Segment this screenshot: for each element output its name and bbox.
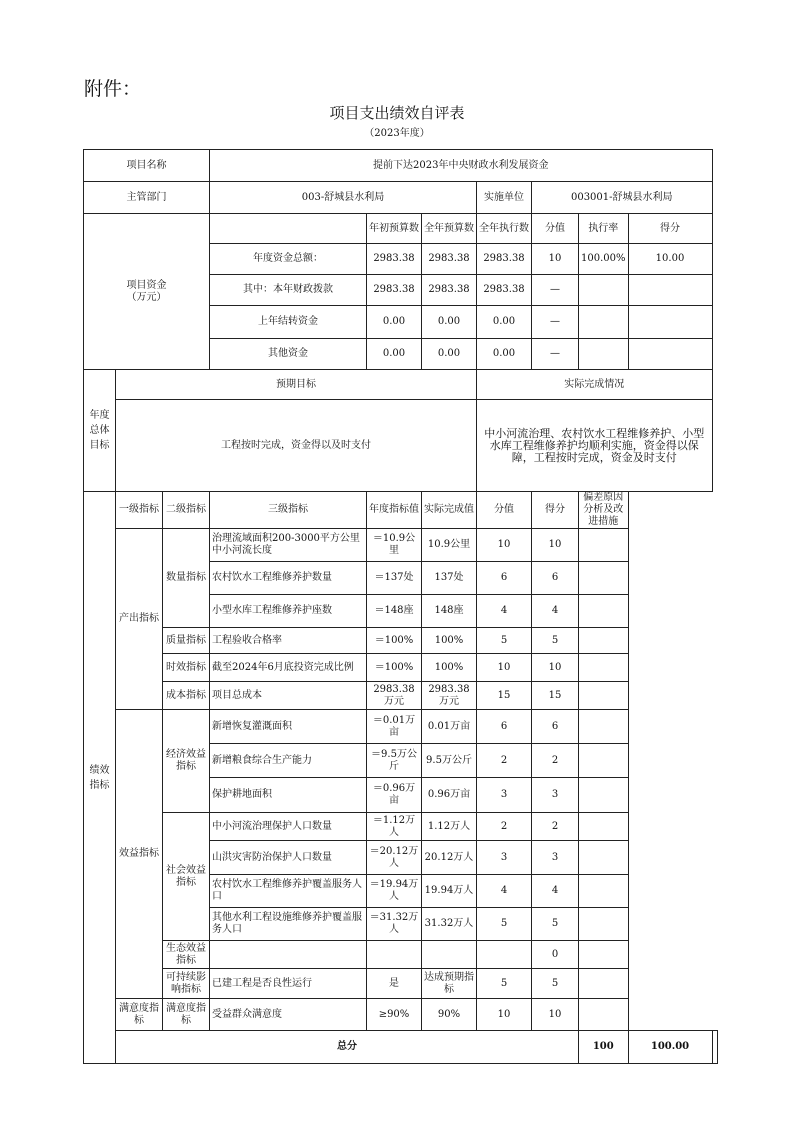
year-subtitle: （2023年度） bbox=[364, 128, 430, 139]
indicator-name: 已建工程是否良性运行 bbox=[210, 969, 367, 999]
indicator-name: 工程验收合格率 bbox=[210, 628, 367, 654]
indicator-name: 截至2024年6月底投资完成比例 bbox=[210, 654, 367, 682]
funds-row-rate bbox=[579, 339, 629, 370]
funds-row-name: 其他资金 bbox=[210, 339, 367, 370]
indicator-actual: 达成预期指标 bbox=[422, 969, 477, 999]
indicator-score: 2 bbox=[532, 813, 579, 841]
indicator-target: ≥90% bbox=[367, 999, 422, 1031]
indicator-name: 山洪灾害防治保护人口数量 bbox=[210, 841, 367, 875]
goals-expected: 工程按时完成，资金得以及时支付 bbox=[116, 400, 477, 492]
page-title: 项目支出绩效自评表 bbox=[329, 104, 465, 122]
funds-row-initial: 2983.38 bbox=[367, 244, 422, 275]
indicator-actual: 0.01万亩 bbox=[422, 710, 477, 744]
indicator-deviation bbox=[579, 813, 629, 841]
funds-label-line1: 项目资金 bbox=[126, 279, 167, 291]
funds-header-executed: 全年执行数 bbox=[477, 214, 532, 244]
funds-row-executed: 0.00 bbox=[477, 306, 532, 339]
funds-row-rate bbox=[579, 275, 629, 306]
funds-row-name: 其中：本年财政拨款 bbox=[210, 275, 367, 306]
indicator-target: ＝0.01万亩 bbox=[367, 710, 422, 744]
impl-value: 003001-舒城县水利局 bbox=[532, 182, 713, 214]
indicator-deviation bbox=[579, 654, 629, 682]
indicator-value: 5 bbox=[477, 908, 532, 941]
impl-label: 实施单位 bbox=[477, 182, 532, 214]
funds-row-rate bbox=[579, 306, 629, 339]
perf-header-level1: 一级指标 bbox=[116, 492, 163, 529]
funds-header-score: 得分 bbox=[628, 214, 712, 244]
funds-row-name: 上年结转资金 bbox=[210, 306, 367, 339]
indicator-target bbox=[367, 941, 422, 969]
total-score: 100.00 bbox=[628, 1031, 712, 1064]
indicator-score: 2 bbox=[532, 744, 579, 778]
level1-output: 产出指标 bbox=[116, 529, 163, 710]
indicator-score: 5 bbox=[532, 628, 579, 654]
level1-benefit: 效益指标 bbox=[116, 710, 163, 999]
goals-expected-header: 预期目标 bbox=[116, 370, 477, 400]
indicator-deviation bbox=[579, 744, 629, 778]
indicator-actual: 20.12万人 bbox=[422, 841, 477, 875]
indicator-value: 10 bbox=[477, 529, 532, 562]
indicator-score: 10 bbox=[532, 654, 579, 682]
funds-row-executed: 2983.38 bbox=[477, 275, 532, 306]
indicator-actual: 100% bbox=[422, 628, 477, 654]
indicator-target: ＝20.12万人 bbox=[367, 841, 422, 875]
project-name-value: 提前下达2023年中央财政水利发展资金 bbox=[210, 150, 713, 182]
perf-header-deviation: 偏差原因分析及改进措施 bbox=[579, 492, 629, 529]
level2-cost: 成本指标 bbox=[163, 682, 210, 710]
indicator-value: 10 bbox=[477, 654, 532, 682]
goals-actual: 中小河流治理、农村饮水工程维修养护、小型水库工程维修养护均顺利实施，资金得以保障，工程按时完成，资金及时支付 bbox=[477, 400, 713, 492]
funds-row-score-value: 10 bbox=[532, 244, 579, 275]
indicator-score: 3 bbox=[532, 841, 579, 875]
indicator-target: ＝100% bbox=[367, 654, 422, 682]
funds-header-initial: 年初预算数 bbox=[367, 214, 422, 244]
level2-satisfaction: 满意度指标 bbox=[163, 999, 210, 1031]
indicator-deviation bbox=[579, 841, 629, 875]
indicator-deviation bbox=[579, 969, 629, 999]
funds-row-score-value: — bbox=[532, 306, 579, 339]
indicator-actual: 0.96万亩 bbox=[422, 778, 477, 813]
funds-header-blank bbox=[210, 214, 367, 244]
funds-header-annual: 全年预算数 bbox=[422, 214, 477, 244]
perf-header-score: 得分 bbox=[532, 492, 579, 529]
indicator-actual: 1.12万人 bbox=[422, 813, 477, 841]
perf-header-level3: 三级指标 bbox=[210, 492, 367, 529]
funds-row-score bbox=[628, 275, 712, 306]
indicator-value: 3 bbox=[477, 841, 532, 875]
indicator-value: 2 bbox=[477, 744, 532, 778]
level1-satisfaction: 满意度指标 bbox=[116, 999, 163, 1031]
indicator-target: ＝10.9公里 bbox=[367, 529, 422, 562]
indicator-score: 3 bbox=[532, 778, 579, 813]
indicator-deviation bbox=[579, 529, 629, 562]
indicator-score: 6 bbox=[532, 710, 579, 744]
indicator-deviation bbox=[579, 941, 629, 969]
funds-row-annual: 0.00 bbox=[422, 339, 477, 370]
indicator-name: 保护耕地面积 bbox=[210, 778, 367, 813]
indicator-deviation bbox=[579, 595, 629, 628]
funds-row-score-value: — bbox=[532, 275, 579, 306]
indicator-value: 6 bbox=[477, 710, 532, 744]
indicator-value: 3 bbox=[477, 778, 532, 813]
indicator-actual: 148座 bbox=[422, 595, 477, 628]
indicator-score: 5 bbox=[532, 969, 579, 999]
indicator-value: 10 bbox=[477, 999, 532, 1031]
goals-label: 年度总体目标 bbox=[84, 370, 116, 492]
level2-timeliness: 时效指标 bbox=[163, 654, 210, 682]
indicator-target: 2983.38万元 bbox=[367, 682, 422, 710]
indicator-target: ＝148座 bbox=[367, 595, 422, 628]
indicator-deviation bbox=[579, 875, 629, 908]
indicator-value: 15 bbox=[477, 682, 532, 710]
self-evaluation-table bbox=[83, 149, 718, 1064]
indicator-actual: 137处 bbox=[422, 562, 477, 595]
indicator-name: 新增恢复灌溉面积 bbox=[210, 710, 367, 744]
indicator-target: ＝19.94万人 bbox=[367, 875, 422, 908]
funds-row-initial: 0.00 bbox=[367, 306, 422, 339]
indicator-actual: 100% bbox=[422, 654, 477, 682]
funds-row-initial: 0.00 bbox=[367, 339, 422, 370]
indicator-name: 受益群众满意度 bbox=[210, 999, 367, 1031]
level2-quality: 质量指标 bbox=[163, 628, 210, 654]
indicator-score: 4 bbox=[532, 595, 579, 628]
indicator-target: ＝100% bbox=[367, 628, 422, 654]
funds-header-score-value: 分值 bbox=[532, 214, 579, 244]
indicator-deviation bbox=[579, 562, 629, 595]
indicator-name: 中小河流治理保护人口数量 bbox=[210, 813, 367, 841]
indicator-value bbox=[477, 941, 532, 969]
indicator-deviation bbox=[579, 682, 629, 710]
indicator-value: 5 bbox=[477, 969, 532, 999]
dept-label: 主管部门 bbox=[84, 182, 210, 214]
perf-header-level2: 二级指标 bbox=[163, 492, 210, 529]
indicator-name: 项目总成本 bbox=[210, 682, 367, 710]
project-name-label: 项目名称 bbox=[84, 150, 210, 182]
indicator-deviation bbox=[579, 710, 629, 744]
indicator-deviation bbox=[579, 999, 629, 1031]
level2-ecological: 生态效益指标 bbox=[163, 941, 210, 969]
total-value: 100 bbox=[579, 1031, 629, 1064]
funds-label-line2: （万元） bbox=[126, 291, 167, 303]
funds-row-annual: 2983.38 bbox=[422, 244, 477, 275]
indicator-target: 是 bbox=[367, 969, 422, 999]
funds-row-score: 10.00 bbox=[628, 244, 712, 275]
indicator-value: 5 bbox=[477, 628, 532, 654]
indicator-actual bbox=[422, 941, 477, 969]
level2-social: 社会效益指标 bbox=[163, 813, 210, 941]
indicator-score: 6 bbox=[532, 562, 579, 595]
indicator-actual: 19.94万人 bbox=[422, 875, 477, 908]
funds-row-name: 年度资金总额： bbox=[210, 244, 367, 275]
dept-value: 003-舒城县水利局 bbox=[210, 182, 477, 214]
indicator-score: 4 bbox=[532, 875, 579, 908]
indicator-target: ＝9.5万公斤 bbox=[367, 744, 422, 778]
indicator-actual: 31.32万人 bbox=[422, 908, 477, 941]
total-label: 总分 bbox=[116, 1031, 579, 1064]
perf-header-target: 年度指标值 bbox=[367, 492, 422, 529]
perf-header-actual: 实际完成值 bbox=[422, 492, 477, 529]
indicator-value: 2 bbox=[477, 813, 532, 841]
funds-row-executed: 2983.38 bbox=[477, 244, 532, 275]
indicator-name: 治理流域面积200-3000平方公里中小河流长度 bbox=[210, 529, 367, 562]
indicator-score: 10 bbox=[532, 529, 579, 562]
goals-actual-header: 实际完成情况 bbox=[477, 370, 713, 400]
indicator-deviation bbox=[579, 628, 629, 654]
indicator-score: 0 bbox=[532, 941, 579, 969]
funds-row-annual: 0.00 bbox=[422, 306, 477, 339]
indicator-deviation bbox=[579, 908, 629, 941]
funds-header-rate: 执行率 bbox=[579, 214, 629, 244]
funds-row-initial: 2983.38 bbox=[367, 275, 422, 306]
indicator-actual: 9.5万公斤 bbox=[422, 744, 477, 778]
indicator-name: 农村饮水工程维修养护数量 bbox=[210, 562, 367, 595]
indicator-score: 5 bbox=[532, 908, 579, 941]
funds-row-executed: 0.00 bbox=[477, 339, 532, 370]
funds-row-score bbox=[628, 306, 712, 339]
indicator-name: 小型水库工程维修养护座数 bbox=[210, 595, 367, 628]
indicator-actual: 10.9公里 bbox=[422, 529, 477, 562]
indicator-value: 4 bbox=[477, 595, 532, 628]
level2-quantity: 数量指标 bbox=[163, 529, 210, 628]
indicator-target: ＝0.96万亩 bbox=[367, 778, 422, 813]
indicator-score: 10 bbox=[532, 999, 579, 1031]
total-deviation bbox=[712, 1031, 717, 1064]
funds-row-annual: 2983.38 bbox=[422, 275, 477, 306]
perf-label: 绩效指标 bbox=[84, 492, 116, 1064]
level2-economic: 经济效益指标 bbox=[163, 710, 210, 813]
indicator-value: 4 bbox=[477, 875, 532, 908]
indicator-name bbox=[210, 941, 367, 969]
funds-label bbox=[84, 214, 210, 370]
indicator-actual: 90% bbox=[422, 999, 477, 1031]
indicator-actual: 2983.38万元 bbox=[422, 682, 477, 710]
funds-row-score-value: — bbox=[532, 339, 579, 370]
indicator-name: 新增粮食综合生产能力 bbox=[210, 744, 367, 778]
perf-header-value: 分值 bbox=[477, 492, 532, 529]
indicator-name: 农村饮水工程维修养护覆盖服务人口 bbox=[210, 875, 367, 908]
funds-row-rate: 100.00% bbox=[579, 244, 629, 275]
indicator-target: ＝1.12万人 bbox=[367, 813, 422, 841]
level2-sustainable: 可持续影响指标 bbox=[163, 969, 210, 999]
indicator-value: 6 bbox=[477, 562, 532, 595]
indicator-target: ＝137处 bbox=[367, 562, 422, 595]
attachment-label: 附件： bbox=[84, 78, 142, 100]
funds-row-score bbox=[628, 339, 712, 370]
indicator-target: ＝31.32万人 bbox=[367, 908, 422, 941]
indicator-deviation bbox=[579, 778, 629, 813]
indicator-name: 其他水利工程设施维修养护覆盖服务人口 bbox=[210, 908, 367, 941]
indicator-score: 15 bbox=[532, 682, 579, 710]
